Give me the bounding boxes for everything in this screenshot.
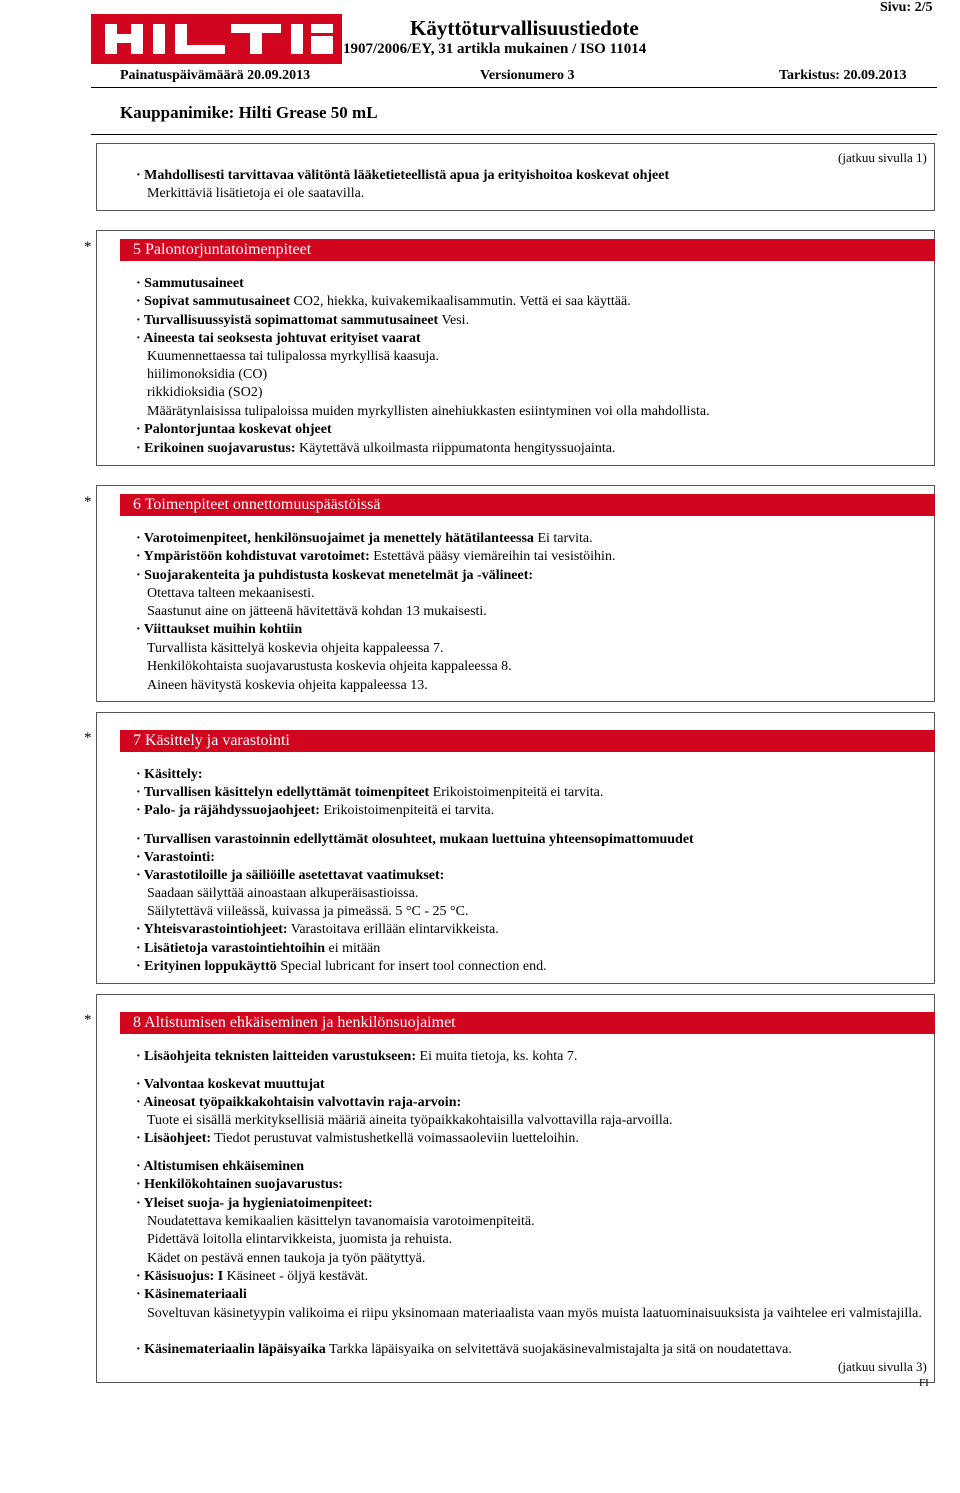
s5-line: [136, 440, 615, 458]
s6-line: · Viittaukset muihin kohtiin: [136, 622, 303, 637]
hilti-logo: [91, 14, 342, 64]
s8-line: · Aineosat työpaikkakohtaisin valvottavin raja-arvoin:: [136, 1095, 462, 1110]
s8-line: [136, 1341, 792, 1359]
s7-line: [136, 784, 603, 802]
s5-line: hiilimonoksidia (CO): [147, 367, 268, 382]
s8-line: · Valvontaa koskevat muuttujat: [136, 1077, 325, 1092]
revision-star: *: [84, 1012, 92, 1028]
section-7-title: 7 Käsittely ja varastointi: [120, 730, 935, 752]
s7-line: · Varastointi:: [136, 850, 215, 865]
s8-value: Tarkka läpäisyaika on selvitettävä suojakäsinevalmistajalta ja sitä on noudatettava.: [325, 1342, 792, 1357]
version-number: Versionumero 3: [480, 68, 575, 83]
s7-value: Special lubricant for insert tool connection end.: [276, 959, 547, 974]
s7-label: · Lisätietoja varastointiehtoihin: [136, 941, 325, 956]
s7-label: · Yhteisvarastointiohjeet:: [136, 922, 288, 937]
s8-value: Käsineet - öljyä kestävät.: [223, 1269, 369, 1284]
s5-label: · Erikoinen suojavarustus:: [136, 441, 296, 456]
s6-line: [136, 548, 615, 566]
header-divider: [91, 87, 937, 88]
s8-line: · Käsinemateriaali: [136, 1287, 247, 1302]
s5-label: · Turvallisuussyistä sopimattomat sammutusaineet: [136, 313, 439, 328]
s8-label: · Lisäohjeet:: [136, 1131, 212, 1146]
language-code: FI: [919, 1377, 929, 1389]
s7-label: · Palo- ja räjähdyssuojaohjeet:: [136, 803, 320, 818]
s8-line: · Yleiset suoja- ja hygieniatoimenpiteet:: [136, 1196, 373, 1211]
s7-label: · Erityinen loppukäyttö: [136, 959, 277, 974]
s7-value: Erikoistoimenpiteitä ei tarvita.: [319, 803, 495, 818]
s8-line: Pidettävä loitolla elintarvikkeista, juomista ja rehuista.: [147, 1232, 453, 1247]
s6-value: Ei tarvita.: [533, 531, 593, 546]
s7-label: · Turvallisen käsittelyn edellyttämät toimenpiteet: [136, 785, 430, 800]
product-divider: [91, 134, 937, 135]
print-date: Painatuspäivämäärä 20.09.2013: [120, 68, 311, 83]
s7-line: [136, 958, 547, 976]
medical-advice-text: Merkittäviä lisätietoja ei ole saatavilla.: [147, 186, 365, 201]
continued-from: (jatkuu sivulla 1): [838, 150, 927, 165]
revision-star: *: [84, 730, 92, 746]
s5-line: rikkidioksidia (SO2): [147, 385, 263, 400]
section-8-title: 8 Altistumisen ehkäiseminen ja henkilönsuojaimet: [120, 1012, 935, 1034]
s7-line: Säilytettävä viileässä, kuivassa ja pimeässä. 5 °C - 25 °C.: [147, 904, 469, 919]
revision-star: *: [84, 494, 92, 510]
regulation-reference: 1907/2006/EY, 31 artikla mukainen / ISO 11014: [343, 41, 647, 57]
s7-line: · Varastotiloille ja säiliöille asetettavat vaatimukset:: [136, 868, 445, 883]
s7-line: · Käsittely:: [136, 767, 203, 782]
s7-line: [136, 802, 494, 820]
s5-line: [136, 293, 631, 311]
s7-value: Varastoitava erillään elintarvikkeista.: [287, 922, 499, 937]
s5-line: Kuumennettaessa tai tulipalossa myrkyllisä kaasuja.: [147, 349, 439, 364]
s8-label: · Käsinemateriaalin läpäisyaika: [136, 1342, 326, 1357]
s8-line: [136, 1130, 579, 1148]
s5-line: · Sammutusaineet: [136, 276, 244, 291]
document-title: Käyttöturvallisuustiedote: [410, 16, 639, 40]
section-5-title: 5 Palontorjuntatoimenpiteet: [120, 239, 935, 261]
s5-label: · Sopivat sammutusaineet: [136, 294, 291, 309]
s7-line: [136, 940, 380, 958]
s8-value: Tiedot perustuvat valmistushetkellä voimassaoleviin luetteloihin.: [211, 1131, 579, 1146]
s7-line: [136, 921, 499, 939]
s6-label: · Varotoimenpiteet, henkilönsuojaimet ja menettely hätätilanteessa: [136, 531, 534, 546]
s6-line: Aineen hävitystä koskevia ohjeita kappaleessa 13.: [147, 678, 428, 693]
s8-value: Ei muita tietoja, ks. kohta 7.: [416, 1049, 578, 1064]
s6-line: Saastunut aine on jätteenä hävitettävä kohdan 13 mukaisesti.: [147, 604, 487, 619]
section-6-title: 6 Toimenpiteet onnettomuuspäästöissä: [120, 494, 935, 516]
product-name: [120, 103, 378, 123]
s6-line: [136, 530, 593, 548]
s6-line: Henkilökohtaista suojavarustusta koskevia ohjeita kappaleessa 8.: [147, 659, 512, 674]
s6-line: Otettava talteen mekaanisesti.: [147, 586, 315, 601]
s8-line: Tuote ei sisällä merkityksellisiä määriä aineita työpaikkakohtaisilla valvottavilla raja-arvoilla.: [147, 1113, 673, 1128]
s5-line: · Palontorjuntaa koskevat ohjeet: [136, 422, 332, 437]
s6-line: · Suojarakenteita ja puhdistusta koskevat menetelmät ja -välineet:: [136, 568, 534, 583]
page-number: Sivu: 2/5: [880, 0, 933, 15]
s5-value: CO2, hiekka, kuivakemikaalisammutin. Vettä ei saa käyttää.: [290, 294, 631, 309]
s8-line: Soveltuvan käsinetyypin valikoima ei riipu yksinomaan materiaalista vaan myös muista laatuominaisuuksista ja vaihtelee eri valmistajilla.: [147, 1306, 922, 1321]
s5-value: Vesi.: [438, 313, 470, 328]
s5-line: Määrätynlaisissa tulipaloissa muiden myrkyllisten ainehiukkasten esiintyminen voi olla mahdollista.: [147, 404, 710, 419]
continued-on: (jatkuu sivulla 3): [838, 1359, 927, 1374]
s8-line: · Henkilökohtainen suojavarustus:: [136, 1177, 343, 1192]
s7-value: Erikoistoimenpiteitä ei tarvita.: [429, 785, 604, 800]
s8-label: · Lisäohjeita teknisten laitteiden varustukseen:: [136, 1049, 417, 1064]
s7-line: Saadaan säilyttää ainoastaan alkuperäisastioissa.: [147, 886, 419, 901]
product-label: Kauppanimike:: [120, 103, 235, 122]
revision-date: Tarkistus: 20.09.2013: [779, 68, 907, 83]
hilti-logo-mark: [91, 14, 342, 64]
s6-line: Turvallista käsittelyä koskevia ohjeita kappaleessa 7.: [147, 641, 444, 656]
product-value: Hilti Grease 50 mL: [238, 103, 378, 122]
s8-line: Noudatettava kemikaalien käsittelyn tavanomaisia varotoimenpiteitä.: [147, 1214, 535, 1229]
s6-label: · Ympäristöön kohdistuvat varotoimet:: [136, 549, 370, 564]
s8-line: · Altistumisen ehkäiseminen: [136, 1159, 305, 1174]
s8-line: [136, 1048, 577, 1066]
medical-advice-heading: · Mahdollisesti tarvittavaa välitöntä lääketieteellistä apua ja erityishoitoa koskevat ohjeet: [136, 168, 670, 183]
revision-star: *: [84, 239, 92, 255]
s6-value: Estettävä pääsy viemäreihin tai vesistöihin.: [369, 549, 616, 564]
s7-value: ei mitään: [325, 941, 381, 956]
s7-line: · Turvallisen varastoinnin edellyttämät olosuhteet, mukaan luettuina yhteensopimattomuudet: [136, 832, 694, 847]
s5-value: Käytettävä ulkoilmasta riippumatonta hengityssuojainta.: [295, 441, 616, 456]
s5-line: [136, 312, 469, 330]
s8-label: · Käsisuojus: I: [136, 1269, 224, 1284]
s8-line: [136, 1268, 368, 1286]
s8-line: Kädet on pestävä ennen taukoja ja työn päätyttyä.: [147, 1251, 426, 1266]
s5-line: · Aineesta tai seoksesta johtuvat erityiset vaarat: [136, 331, 421, 346]
